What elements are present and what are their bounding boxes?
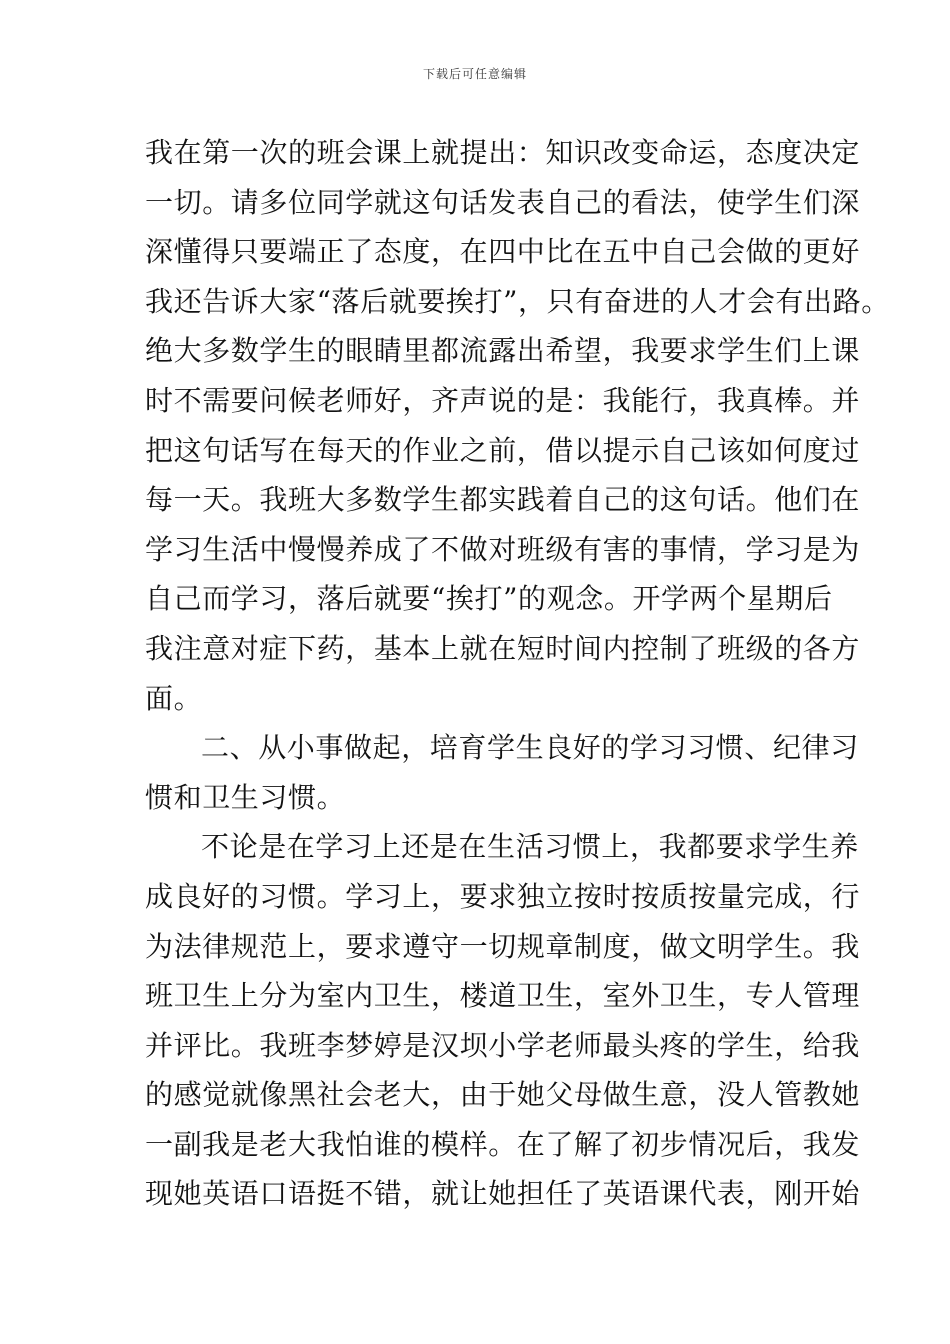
- text-line: 面。: [145, 681, 203, 715]
- text-line: 我在第一次的班会课上就提出：知识改变命运，态度决定: [145, 136, 861, 169]
- text-line: 把这句话写在每天的作业之前，借以提示自己该如何度过: [145, 433, 861, 467]
- section-heading-line: 二、从小事做起，培育学生良好的学习习惯、纪律习: [201, 731, 859, 765]
- text-line: 一切。请多位同学就这句话发表自己的看法，使学生们深: [145, 185, 861, 219]
- text-line: 我还告诉大家“落后就要挨打”，只有奋进的人才会有出路。: [145, 284, 890, 318]
- text-line: 每一天。我班大多数学生都实践着自己的这句话。他们在: [145, 483, 861, 517]
- text-line: 深懂得只要端正了态度，在四中比在五中自己会做的更好: [145, 235, 861, 269]
- text-line: 不论是在学习上还是在生活习惯上，我都要求学生养: [201, 830, 859, 864]
- text-line: 现她英语口语挺不错，就让她担任了英语课代表，刚开始: [145, 1177, 861, 1211]
- section-heading-line: 惯和卫生习惯。: [145, 780, 346, 814]
- text-line: 学习生活中慢慢养成了不做对班级有害的事情，学习是为: [145, 532, 861, 566]
- text-line: 自己而学习，落后就要“挨打”的观念。开学两个星期后: [145, 582, 833, 616]
- document-body: [145, 128, 890, 1219]
- text-line: 绝大多数学生的眼睛里都流露出希望，我要求学生们上课: [145, 334, 861, 368]
- text-line: 时不需要问候老师好，齐声说的是：我能行，我真棒。并: [145, 383, 861, 417]
- text-line: 一副我是老大我怕谁的模样。在了解了初步情况后，我发: [145, 1127, 861, 1161]
- text-line: 班卫生上分为室内卫生，楼道卫生，室外卫生，专人管理: [145, 979, 861, 1013]
- text-line: 的感觉就像黑社会老大，由于她父母做生意，没人管教她: [145, 1078, 861, 1112]
- text-line: 并评比。我班李梦婷是汉坝小学老师最头疼的学生，给我: [145, 1028, 861, 1062]
- text-line: 成良好的习惯。学习上，要求独立按时按质按量完成，行: [145, 879, 861, 913]
- page-header: 下载后可任意编辑: [422, 67, 527, 81]
- text-line: 为法律规范上，要求遵守一切规章制度，做文明学生。我: [145, 929, 861, 963]
- text-line: 我注意对症下药，基本上就在短时间内控制了班级的各方: [145, 631, 861, 665]
